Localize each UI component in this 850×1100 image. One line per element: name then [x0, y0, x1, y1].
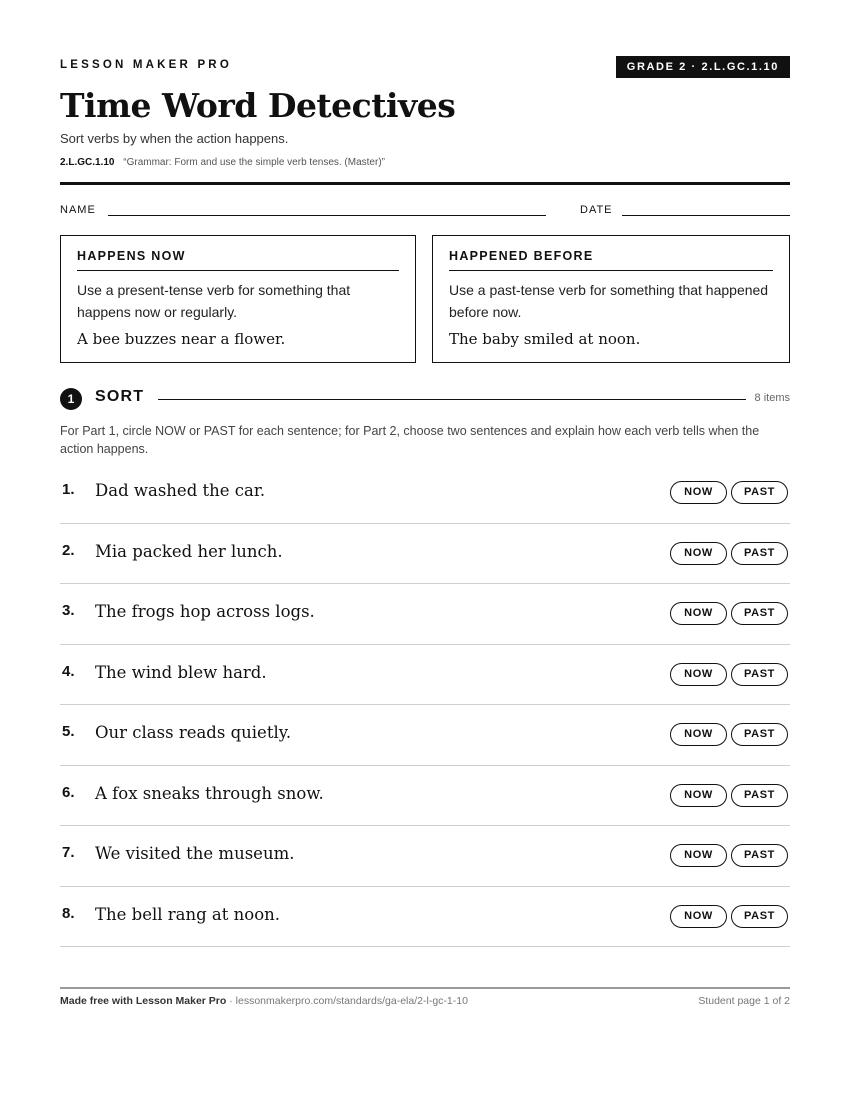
past-choice[interactable]: PAST — [731, 844, 788, 867]
directions: For Part 1, circle NOW or PAST for each sentence; for Part 2, choose two sentences and explain how each verb tells when the action happens. — [60, 424, 760, 456]
box-example: The baby smiled at noon. — [449, 330, 641, 348]
list-item — [60, 463, 790, 524]
page-indicator: Student page 1 of 2 — [698, 995, 790, 1007]
choice-group — [666, 844, 788, 867]
past-choice[interactable]: PAST — [731, 481, 788, 504]
standard-line — [60, 157, 385, 168]
list-item — [60, 645, 790, 706]
happens-now-box — [60, 235, 416, 363]
item-sentence: We visited the museum. — [95, 844, 295, 863]
item-number: 2. — [62, 541, 75, 559]
now-choice[interactable]: NOW — [670, 905, 727, 928]
list-item — [60, 887, 790, 948]
footer-credit — [60, 995, 468, 1007]
box-title: HAPPENED BEFORE — [449, 249, 773, 271]
header-divider — [60, 182, 790, 185]
item-sentence: The frogs hop across logs. — [95, 602, 315, 621]
item-sentence: Dad washed the car. — [95, 481, 266, 500]
item-number: 1. — [62, 481, 75, 498]
item-sentence: The bell rang at noon. — [95, 904, 281, 924]
choice-group — [666, 542, 788, 565]
item-number: 8. — [62, 904, 75, 922]
past-choice[interactable]: PAST — [731, 784, 788, 807]
name-field[interactable] — [108, 215, 546, 216]
past-choice[interactable]: PAST — [731, 542, 788, 565]
now-choice[interactable]: NOW — [670, 602, 727, 625]
item-number: 7. — [62, 844, 75, 861]
choice-group — [666, 723, 788, 746]
item-sentence: Our class reads quietly. — [95, 723, 292, 742]
name-date-row — [60, 204, 790, 220]
section-title: SORT — [95, 388, 145, 405]
list-item — [60, 766, 790, 827]
section-number: 1 — [60, 388, 82, 410]
item-sentence: Mia packed her lunch. — [95, 541, 283, 561]
choice-group — [666, 784, 788, 807]
footer-divider — [60, 987, 790, 989]
item-number: 6. — [62, 783, 75, 801]
item-number: 4. — [62, 662, 75, 680]
item-number: 5. — [62, 723, 75, 740]
header-top — [60, 56, 790, 80]
box-description: Use a present-tense verb for something that happens now or regularly. — [77, 282, 351, 320]
page-title: Time Word Detectives — [60, 86, 456, 125]
past-choice[interactable]: PAST — [731, 905, 788, 928]
footer-url: · lessonmakerpro.com/standards/ga-ela/2-l-gc-1-10 — [226, 995, 468, 1007]
item-sentence: A fox sneaks through snow. — [95, 783, 324, 803]
list-item — [60, 705, 790, 766]
past-choice[interactable]: PAST — [731, 602, 788, 625]
now-choice[interactable]: NOW — [670, 723, 727, 746]
now-choice[interactable]: NOW — [670, 542, 727, 565]
choice-group — [666, 481, 788, 504]
list-item — [60, 524, 790, 585]
now-choice[interactable]: NOW — [670, 663, 727, 686]
box-description: Use a past-tense verb for something that happened before now. — [449, 282, 769, 320]
date-label: DATE — [580, 204, 613, 216]
section-divider — [158, 399, 746, 400]
list-item — [60, 826, 790, 887]
choice-group — [666, 602, 788, 625]
choice-group — [666, 905, 788, 928]
happened-before-box — [432, 235, 790, 363]
page-subtitle: Sort verbs by when the action happens. — [60, 131, 289, 146]
now-choice[interactable]: NOW — [670, 784, 727, 807]
past-choice[interactable]: PAST — [731, 663, 788, 686]
item-sentence: The wind blew hard. — [95, 662, 267, 682]
brand-name: LESSON MAKER PRO — [60, 59, 232, 71]
grade-badge: GRADE 2 · 2.L.GC.1.10 — [616, 56, 790, 78]
box-example: A bee buzzes near a flower. — [77, 330, 286, 348]
item-list — [60, 463, 790, 947]
box-title: HAPPENS NOW — [77, 249, 399, 271]
date-field[interactable] — [622, 215, 790, 216]
standard-description: “Grammar: Form and use the simple verb tenses. (Master)” — [123, 157, 385, 168]
past-choice[interactable]: PAST — [731, 723, 788, 746]
list-item — [60, 584, 790, 645]
standard-code: 2.L.GC.1.10 — [60, 157, 115, 168]
name-label: NAME — [60, 204, 96, 216]
item-number: 3. — [62, 602, 75, 619]
now-choice[interactable]: NOW — [670, 481, 727, 504]
footer-made-with: Made free with Lesson Maker Pro — [60, 995, 227, 1007]
item-count: 8 items — [754, 392, 790, 404]
choice-group — [666, 663, 788, 686]
now-choice[interactable]: NOW — [670, 844, 727, 867]
section-header — [60, 387, 790, 411]
